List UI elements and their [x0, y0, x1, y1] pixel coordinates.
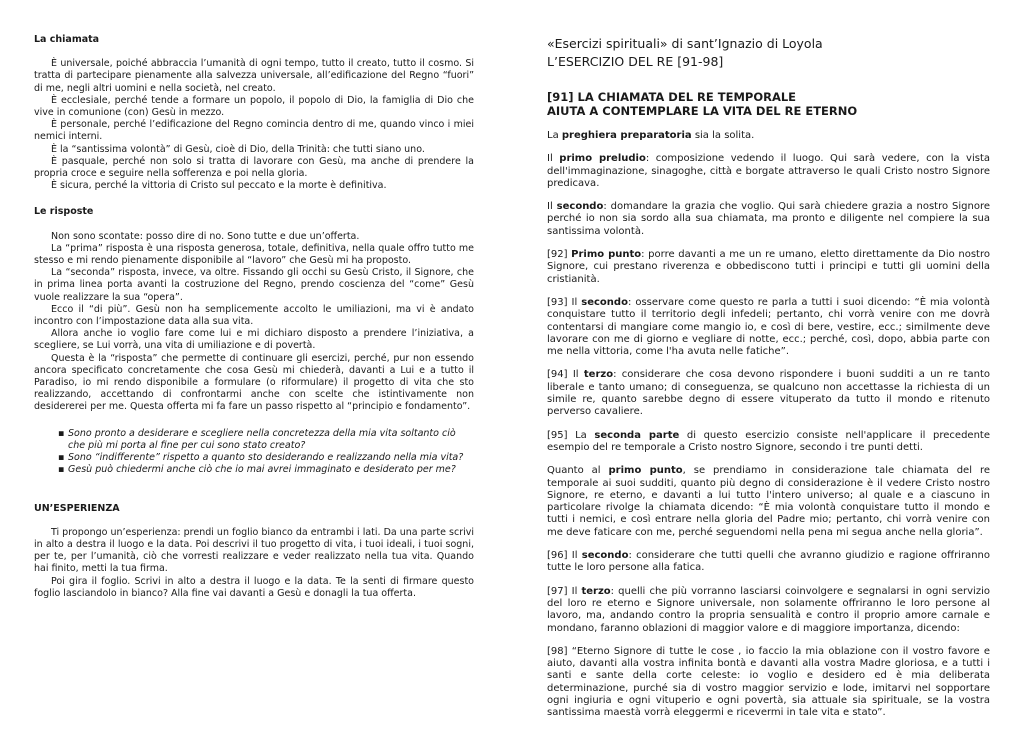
- left-column: [34, 34, 474, 600]
- exercise-paragraph: [547, 130, 990, 142]
- paragraph-body: : considerare che cosa devono rispondere i buoni sudditi a un re tanto liberale e tanto umano; di conseguenza, se qualcuno non accettasse la richiesta di un simile re, quanto sarebbe degno di essere vituperato da tutto il mondo e ritenuto perverso cavaliere.: [547, 369, 990, 418]
- exercise-paragraph: [547, 201, 990, 238]
- section-title-esperienza: UN’ESPERIENZA: [34, 502, 120, 514]
- chiamata-paragraph: È ecclesiale, perché tende a formare un popolo, il popolo di Dio, la famiglia di Dio che vive in comunione (con) Gesù in mezzo.: [34, 94, 474, 119]
- chiamata-paragraph: È la “santissima volontà” di Gesù, cioè di Dio, della Trinità: che tutti siano uno.: [51, 143, 425, 155]
- paragraph-keyword: secondo: [581, 296, 628, 308]
- paragraph-keyword: secondo: [556, 201, 604, 213]
- paragraph-lead: Il: [547, 201, 557, 213]
- exercise-paragraph: [547, 586, 990, 635]
- paragraph-lead: [95] La: [547, 429, 595, 441]
- document-title: «Esercizi spirituali» di sant’Ignazio di Loyola: [547, 36, 823, 51]
- chiamata-paragraph: È universale, poiché abbraccia l’umanità di ogni tempo, tutto il creato, tutto il cosmo. Si tratta di partecipare pienamente alla salvezza universale, all’edificazione del Regno “fuori” di me, negli altri uomini e nella società, nel creato.: [34, 58, 474, 94]
- paragraph-keyword: preghiera preparatoria: [561, 130, 692, 141]
- reflection-question: ▪ Sono pronto a desiderare e scegliere nella concretezza della mia vita soltanto ciò che più mi porta al fine per cui sono stato creato?: [60, 428, 474, 452]
- paragraph-keyword: seconda parte: [594, 429, 680, 441]
- paragraph-keyword: terzo: [583, 369, 614, 381]
- paragraph-lead: La: [547, 130, 562, 141]
- paragraph-keyword: Primo punto: [571, 249, 642, 261]
- chiamata-paragraph: È sicura, perché la vittoria di Cristo sul peccato e la morte è definitiva.: [51, 180, 387, 192]
- esperienza-paragraph: Poi gira il foglio. Scrivi in alto a destra il luogo e la data. Te la senti di firmare questo foglio lasciandolo in bianco? Alla fine vai davanti a Gesù e donagli la tua offerta.: [34, 575, 474, 599]
- paragraph-body: : osservare come questo re parla a tutti i suoi dicendo: “È mia volontà conquistare tutto il territorio degli infedeli; pertanto, chi vorrà venire con me dovrà contentarsi di mangiare come mangio io, e così di bere, vestire, ecc.; similmente deve lavorare con me di giorno e vegliare di notte, ecc.; perché, così, dopo, abbia parte con me nella vittoria, come l'ha avuta nelle fatiche”.: [547, 296, 990, 358]
- paragraph-body: , se prendiamo in considerazione tale chiamata del re temporale ai suoi sudditi, quanto più degno di considerazione è il vedere Cristo nostro Signore, re eterno, e davanti a lui tutto l'intero universo; al quale e a ciascuno in particolare rivolge la chiamata dicendo: “È mia volontà conquistare tutto il mondo e tutti i nemici, e così entrare nella gloria del Padre mio; pertanto, chi vorrà venire con me deve faticare con me, perché seguendomi nella pena mi segua anche nella gloria”.: [547, 465, 990, 538]
- chiamata-paragraph: È personale, perché l’edificazione del Regno comincia dentro di me, quando vinco i miei nemici interni.: [34, 119, 474, 143]
- exercise-paragraph: [547, 646, 990, 720]
- chiamata-paragraph: È pasquale, perché non solo si tratta di lavorare con Gesù, ma anche di prendere la propria croce e seguire nella sofferenza e poi nella gloria.: [34, 155, 474, 180]
- risposte-paragraph: La “prima” risposta è una risposta generosa, totale, definitiva, nella quale offro tutto me stesso e mi rendo pienamente disponibile al “lavoro” che Gesù mi ha proposto.: [34, 242, 474, 267]
- reflection-question: ▪ Sono “indifferente” rispetto a quanto sto desiderando e realizzando nella mia vita?: [60, 452, 474, 464]
- esperienza-paragraph: Ti propongo un’esperienza: prendi un foglio bianco da entrambi i lati. Da una parte scrivi in alto a destra il luogo e la data. Poi descrivi il tuo progetto di vita, i tuoi ideali, i tuoi sogni, per te, per l’umanità, ciò che vorresti realizzare e veder realizzato nella tua vita. Quando hai finito, metti la tua firma.: [34, 526, 474, 575]
- exercise-paragraphs: [547, 130, 990, 720]
- paragraph-lead: [97] Il: [547, 585, 582, 597]
- paragraph-body: di questo esercizio consiste nell'applicare il precedente esempio del re temporale a Cristo nostro Signore, secondo i tre punti detti.: [547, 429, 990, 453]
- right-column: [547, 36, 990, 731]
- risposte-paragraph: Ecco il “di più”. Gesù non ha semplicemente accolto le umiliazioni, ma vi è andato incontro con l’impostazione data alla sua vita.: [34, 303, 474, 328]
- exercise-heading-line2: AIUTA A CONTEMPLARE LA VITA DEL RE ETERNO: [547, 104, 858, 118]
- exercise-paragraph: [547, 153, 990, 190]
- exercise-paragraph: [547, 430, 990, 455]
- section-title-chiamata: La chiamata: [34, 34, 100, 45]
- risposte-paragraph: Non sono scontate: posso dire di no. Sono tutte e due un’offerta.: [51, 230, 360, 242]
- paragraph-keyword: primo preludio: [559, 153, 646, 165]
- paragraph-body: : considerare che tutti quelli che avranno giudizio e ragione offriranno tutte le loro persone alla fatica.: [547, 550, 990, 574]
- paragraph-body: : quelli che più vorranno lasciarsi coinvolgere e segnalarsi in ogni servizio del loro re eterno e Signore universale, non solamente offriranno le loro persone al lavoro, ma, andando contro la propria sensualità e contro il proprio amore carnale e mondano, faranno oblazioni di maggior valore e di maggiore importanza, dicendo:: [547, 585, 990, 634]
- exercise-paragraph: [547, 249, 990, 286]
- paragraph-lead: [92]: [547, 249, 572, 261]
- risposte-paragraph: Questa è la “risposta” che permette di continuare gli esercizi, perché, pur non essendo ancora specificato concretamente che cosa Gesù mi chiederà, davanti a Lui e a tutto il Paradiso, io mi rendo disponibile a formulare (o riformulare) il progetto di vita che sto realizzando, accettando di confrontarmi anche con scelte che istintivamente non desidererei per me. Questa offerta mi fa fare un passo rispetto al “principio e fondamento”.: [34, 352, 474, 413]
- exercise-paragraph: [547, 550, 990, 575]
- risposte-paragraph: La “seconda” risposta, invece, va oltre. Fissando gli occhi su Gesù Cristo, il Signore, che in prima linea porta avanti la costruzione del Regno, prendo coscienza del “come” Gesù vuole realizzare la sua “opera”.: [34, 267, 474, 303]
- paragraph-lead: Quanto al: [547, 465, 609, 477]
- exercise-paragraph: [547, 465, 990, 539]
- paragraph-lead: [93] Il: [547, 296, 582, 308]
- exercise-paragraph: [547, 297, 990, 358]
- reflection-questions: [34, 428, 474, 477]
- paragraph-lead: [98]: [547, 645, 572, 657]
- reflection-question: ▪ Gesù può chiedermi anche ciò che io mai avrei immaginato e desiderato per me?: [60, 464, 474, 476]
- section-title-risposte: Le risposte: [34, 206, 94, 218]
- paragraph-lead: Il: [547, 153, 560, 165]
- paragraph-body: sia la solita.: [691, 130, 755, 141]
- paragraph-body: : porre davanti a me un re umano, eletto direttamente da Dio nostro Signore, cui prestano riverenza e obbediscono tutti i principi e tutti gli uomini della cristianità.: [547, 249, 990, 285]
- risposte-paragraph: Allora anche io voglio fare come lui e mi dichiaro disposto a prendere l’iniziativa, a scegliere, se Lui vorrà, una vita di umiliazione e di povertà.: [34, 328, 474, 352]
- paragraph-lead: [96] Il: [547, 550, 582, 562]
- document-subtitle: L’ESERCIZIO DEL RE [91-98]: [547, 54, 724, 69]
- paragraph-body: : domandare la grazia che voglio. Qui sarà chiedere grazia a nostro Signore perché io non sia sordo alla sua chiamata, ma pronto e diligente nel compiere la sua santissima volontà.: [547, 201, 990, 237]
- paragraph-keyword: primo punto: [608, 465, 683, 477]
- exercise-heading-line1: [91] LA CHIAMATA DEL RE TEMPORALE: [547, 90, 797, 104]
- exercise-paragraph: [547, 369, 990, 418]
- paragraph-keyword: secondo: [581, 550, 629, 562]
- paragraph-keyword: terzo: [581, 585, 611, 597]
- paragraph-body: : composizione vedendo il luogo. Qui sarà vedere, con la vista dell'immaginazione, sinagoghe, città e borgate attraverso le quali Cristo nostro Signore predicava.: [547, 153, 990, 189]
- paragraph-lead: [94] Il: [547, 369, 584, 381]
- paragraph-body: “Eterno Signore di tutte le cose , io faccio la mia oblazione con il vostro favore e aiuto, davanti alla vostra infinita bontà e davanti alla vostra Madre gloriosa, e a tutti i santi e sante della corte celeste: io voglio e desidero ed è mia deliberata determinazione, purché sia di vostro maggior servizio e lode, imitarvi nel sopportare ogni ingiuria e ogni vituperio e ogni povertà, sia attuale sia spirituale, se la vostra santissima maestà vorrà eleggermi e ricevermi in tale vita e stato”.: [547, 645, 990, 719]
